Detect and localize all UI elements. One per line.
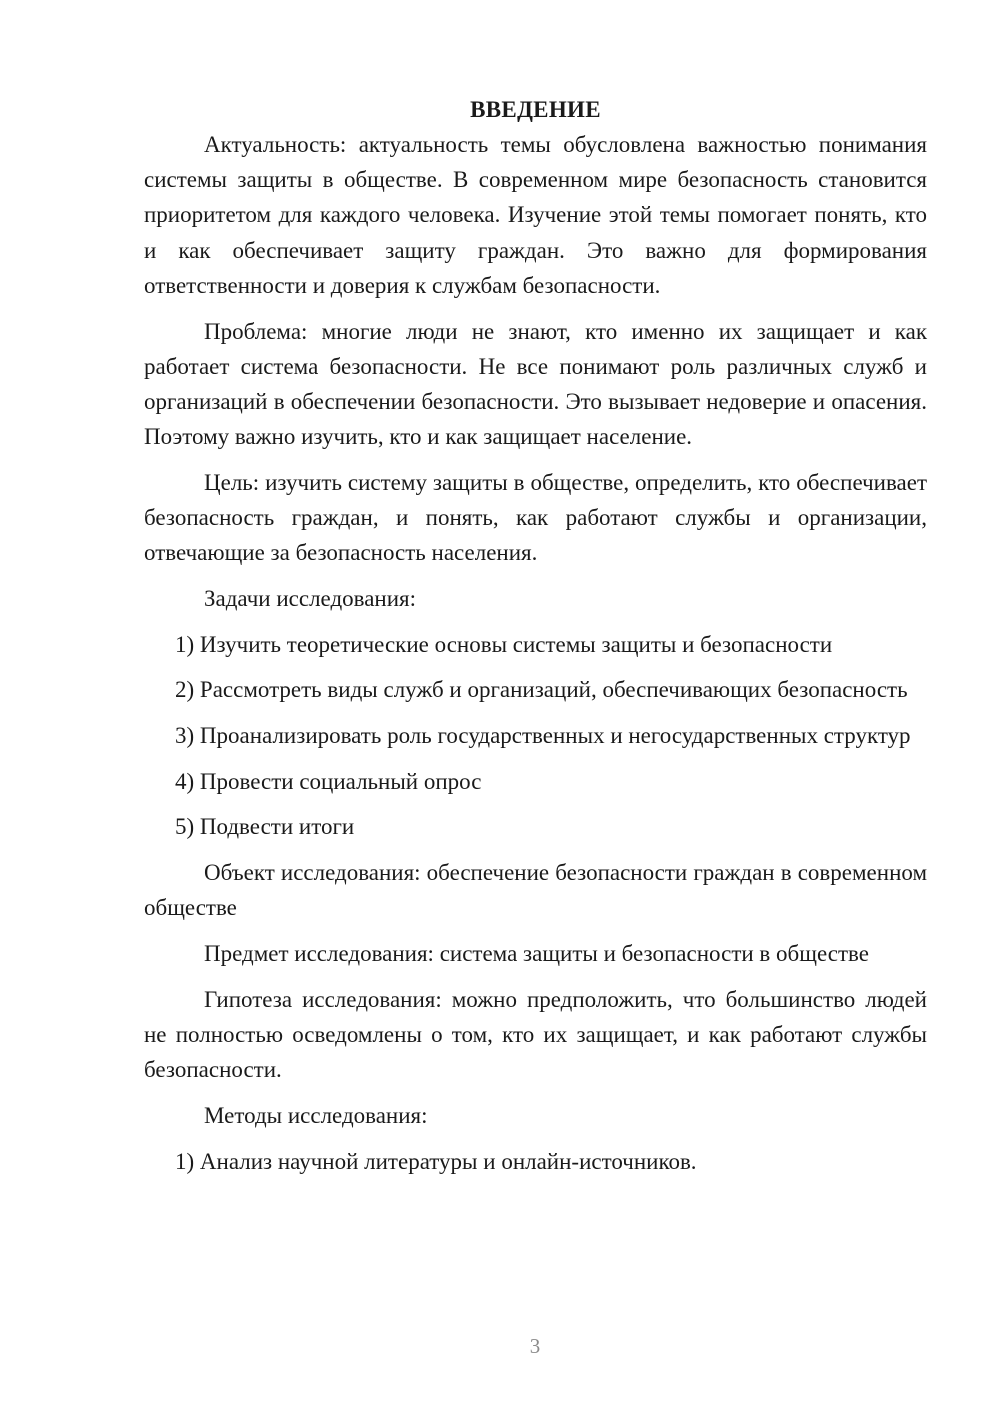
paragraph-actuality: Актуальность: актуальность темы обусловлена важностью понимания системы защиты в обществе. В современном мире безопасность становится приоритетом для каждого человека. Изучение этой темы помогает понять, кто и как обеспечивает защиту граждан. Это важно для формирования ответственности и доверия к службам безопасности. xyxy=(144,132,927,298)
paragraph-goal: Цель: изучить систему защиты в обществе, определить, кто обеспечивает безопасность граждан, и понять, как работают службы и организации, отвечающие за безопасность населения. xyxy=(144,469,927,566)
list-item: 1) Изучить теоретические основы системы защиты и безопасности xyxy=(175,631,833,657)
page-number: 3 xyxy=(529,1334,541,1358)
list-item: 1) Анализ научной литературы и онлайн-источников. xyxy=(175,1148,697,1174)
tasks-heading: Задачи исследования: xyxy=(204,585,417,611)
list-item: 5) Подвести итоги xyxy=(175,814,355,840)
paragraph-object: Объект исследования: обеспечение безопасности граждан в современном обществе xyxy=(144,860,927,921)
list-item: 2) Рассмотреть виды служб и организаций, обеспечивающих безопасность xyxy=(175,677,908,703)
list-item: 3) Проанализировать роль государственных и негосударственных структур xyxy=(175,723,911,749)
paragraph-subject: Предмет исследования: система защиты и безопасности в обществе xyxy=(204,941,869,967)
document-page xyxy=(144,94,927,1189)
paragraph-hypothesis: Гипотеза исследования: можно предположить, что большинство людей не полностью осведомлены о том, кто их защищает, и как работают службы безопасности. xyxy=(144,986,927,1083)
section-title: ВВЕДЕНИЕ xyxy=(470,97,601,122)
list-item: 4) Провести социальный опрос xyxy=(175,768,482,794)
paragraph-problem: Проблема: многие люди не знают, кто именно их защищает и как работает система безопасности. Не все понимают роль различных служб и организаций в обеспечении безопасности. Это вызывает недоверие и опасения. Поэтому важно изучить, кто и как защищает население. xyxy=(144,318,927,450)
methods-heading: Методы исследования: xyxy=(204,1102,428,1128)
